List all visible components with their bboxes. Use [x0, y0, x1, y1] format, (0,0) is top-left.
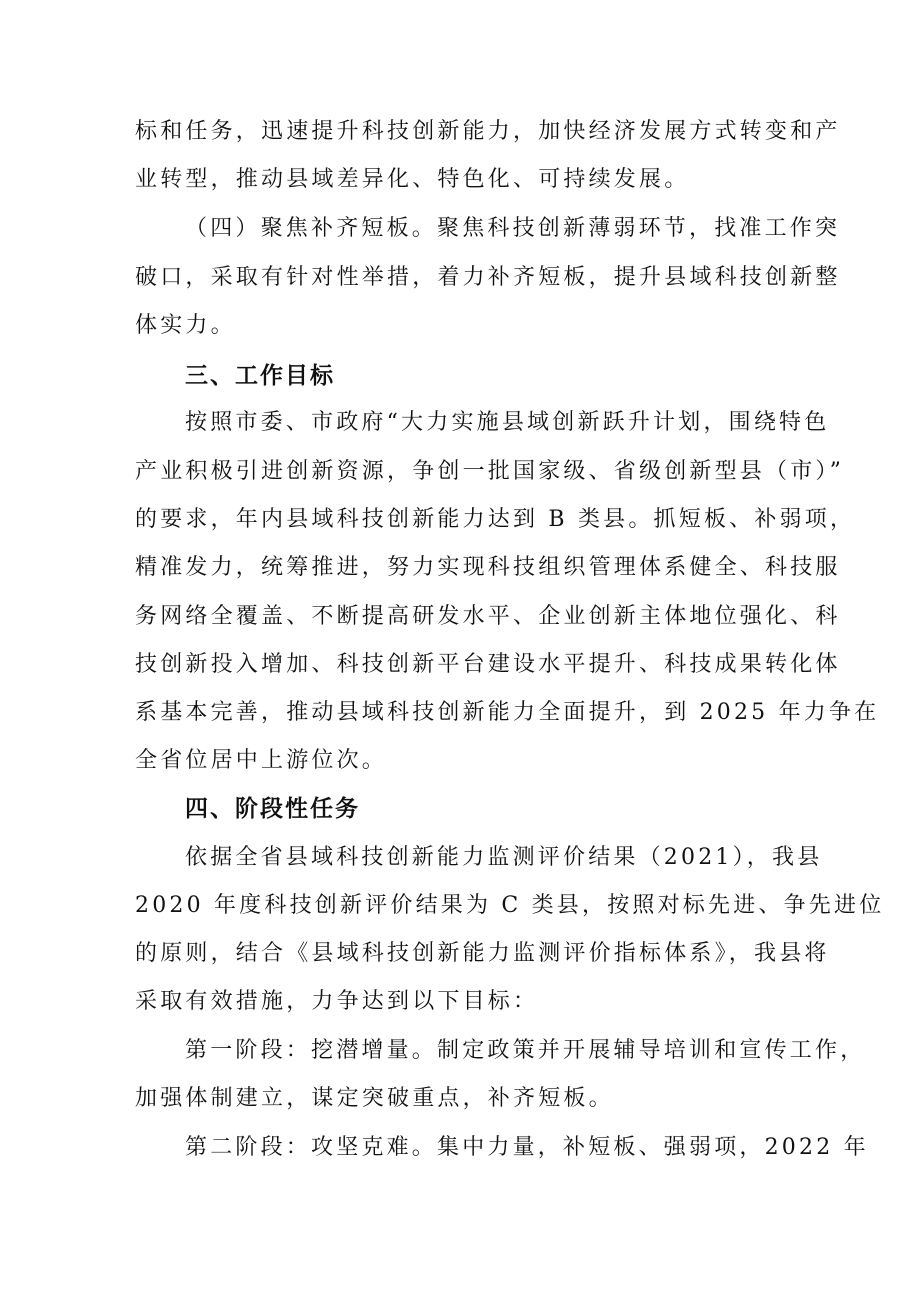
- paragraph-line: 的要求，年内县域科技创新能力达到 B 类县。抓短板、补弱项，: [135, 507, 856, 532]
- paragraph-line: 全省位居中上游位次。: [135, 748, 388, 773]
- paragraph-line: （四）聚焦补齐短板。聚焦科技创新薄弱环节，找准工作突: [185, 216, 841, 241]
- paragraph-line: 产业积极引进创新资源，争创一批国家级、省级创新型县（市）”: [135, 459, 845, 484]
- paragraph-line: 依据全省县域科技创新能力监测评价结果（2021），我县: [185, 845, 823, 870]
- paragraph-line: 第一阶段：挖潜增量。制定政策并开展辅导培训和宣传工作，: [185, 1038, 866, 1063]
- paragraph-line: 技创新投入增加、科技创新平台建设水平提升、科技成果转化体: [135, 652, 841, 677]
- paragraph-line: 标和任务，迅速提升科技创新能力，加快经济发展方式转变和产: [135, 119, 841, 144]
- section-heading-4: 四、阶段性任务: [185, 796, 360, 822]
- section-heading-3: 三、工作目标: [185, 363, 335, 389]
- paragraph-line: 2020 年度科技创新评价结果为 C 类县，按照对标先进、争先进位: [135, 893, 885, 918]
- paragraph-line: 第二阶段：攻坚克难。集中力量，补短板、强弱项，2022 年: [185, 1135, 869, 1160]
- paragraph-line: 加强体制建立，谋定突破重点，补齐短板。: [135, 1086, 614, 1111]
- paragraph-line: 的原则，结合《县域科技创新能力监测评价指标体系》，我县将: [135, 941, 830, 966]
- paragraph-line: 采取有效措施，力争达到以下目标：: [135, 989, 539, 1014]
- paragraph-line: 业转型，推动县域差异化、特色化、可持续发展。: [135, 167, 690, 192]
- paragraph-line: 按照市委、市政府“大力实施县域创新跃升计划，围绕特色: [185, 410, 830, 435]
- paragraph-line: 务网络全覆盖、不断提高研发水平、企业创新主体地位强化、科: [135, 604, 841, 629]
- paragraph-line: 精准发力，统筹推进，努力实现科技组织管理体系健全、科技服: [135, 555, 841, 580]
- paragraph-line: 体实力。: [135, 313, 236, 338]
- paragraph-line: 破口，采取有针对性举措，着力补齐短板，提升县域科技创新整: [135, 265, 841, 290]
- paragraph-line: 系基本完善，推动县域科技创新能力全面提升，到 2025 年力争在: [135, 700, 880, 725]
